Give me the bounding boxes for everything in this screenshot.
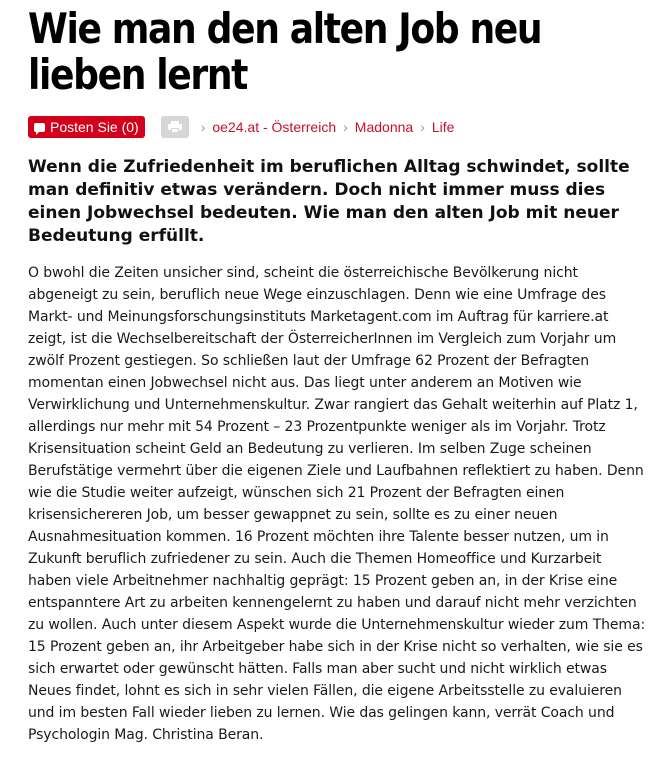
- article-body: O bwohl die Zeiten unsicher sind, scheint die österreichische Bevölkerung nicht abgeneigt zu sein, beruflich neue Wege einzuschlagen. Denn wie eine Umfrage des Markt- und Meinungsforschungsinstituts Marketagent.com im Auftrag für karriere.at zeigt, ist die Wechselbereitschaft der ÖsterreicherInnen im Vergleich zum Vorjahr um zwölf Prozent gestiegen. So schließen laut der Umfrage 62 Prozent der Befragten momentan einen Jobwechsel nicht aus. Das liegt unter anderem an Motiven wie Verwirklichung und Unternehmenskultur. Zwar rangiert das Gehalt weiterhin auf Platz 1, allerdings nur mehr mit 54 Prozent – 23 Prozentpunkte weniger als im Vorjahr. Trotz Krisensituation scheint Geld an Bedeutung zu verlieren. Im selben Zuge scheinen Berufstätige vermehrt über die eigenen Ziele und Laufbahnen reflektiert zu haben. Denn wie die Studie weiter aufzeigt, wünschen sich 21 Prozent der Befragten einen krisensichereren Job, um besser gewappnet zu sein, sollte es zu einer neuen Ausnahmesituation kommen. 16 Prozent möchten ihre Talente besser nutzen, um in Zukunft beruflich zufriedener zu sein. Auch die Themen Homeoffice und Kurzarbeit haben viele Arbeitnehmer nachhaltig geprägt: 15 Prozent geben an, in der Krise eine entspanntere Art zu arbeiten kennengelernt zu haben und darauf nicht mehr verzichten zu wollen. Auch unter diesem Aspekt wurde die Unternehmenskultur wieder zum Thema: 15 Prozent geben an, ihr Arbeitgeber habe sich in der Krise nicht so verhalten, wie sie es sich erwartet oder gewünscht hätten. Falls man aber sucht und nicht wirklich etwas Neues findet, lohnt es sich in sehr vielen Fällen, die eigene Arbeitsstelle zu evaluieren und im besten Fall wieder lieben zu lernen. Wie das gelingen kann, verrät Coach und Psychologin Mag. Christina Beran.: [28, 265, 646, 743]
- article-lead: Wenn die Zufriedenheit im beruflichen Alltag schwindet, sollte man definitiv etwas verändern. Doch nicht immer muss dies einen Jobwechsel bedeuten. Wie man den alten Job mit neuer Bedeutung erfüllt.: [28, 157, 630, 246]
- post-comment-button[interactable]: [28, 116, 145, 138]
- post-comment-label: Posten Sie (0): [50, 119, 139, 135]
- comment-icon: [34, 123, 45, 132]
- print-icon: [168, 121, 182, 133]
- article-meta-bar: [28, 116, 644, 138]
- breadcrumb-separator: ›: [420, 119, 425, 135]
- breadcrumb-separator: ›: [200, 119, 206, 135]
- breadcrumb-item-life[interactable]: Life: [431, 119, 455, 135]
- print-button[interactable]: [161, 116, 189, 138]
- article-headline: Wie man den alten Job neu lieben lernt: [28, 4, 542, 99]
- breadcrumb-item-oe24[interactable]: oe24.at - Österreich: [212, 119, 337, 135]
- breadcrumb-item-madonna[interactable]: Madonna: [354, 119, 414, 135]
- breadcrumb-separator: ›: [343, 119, 348, 135]
